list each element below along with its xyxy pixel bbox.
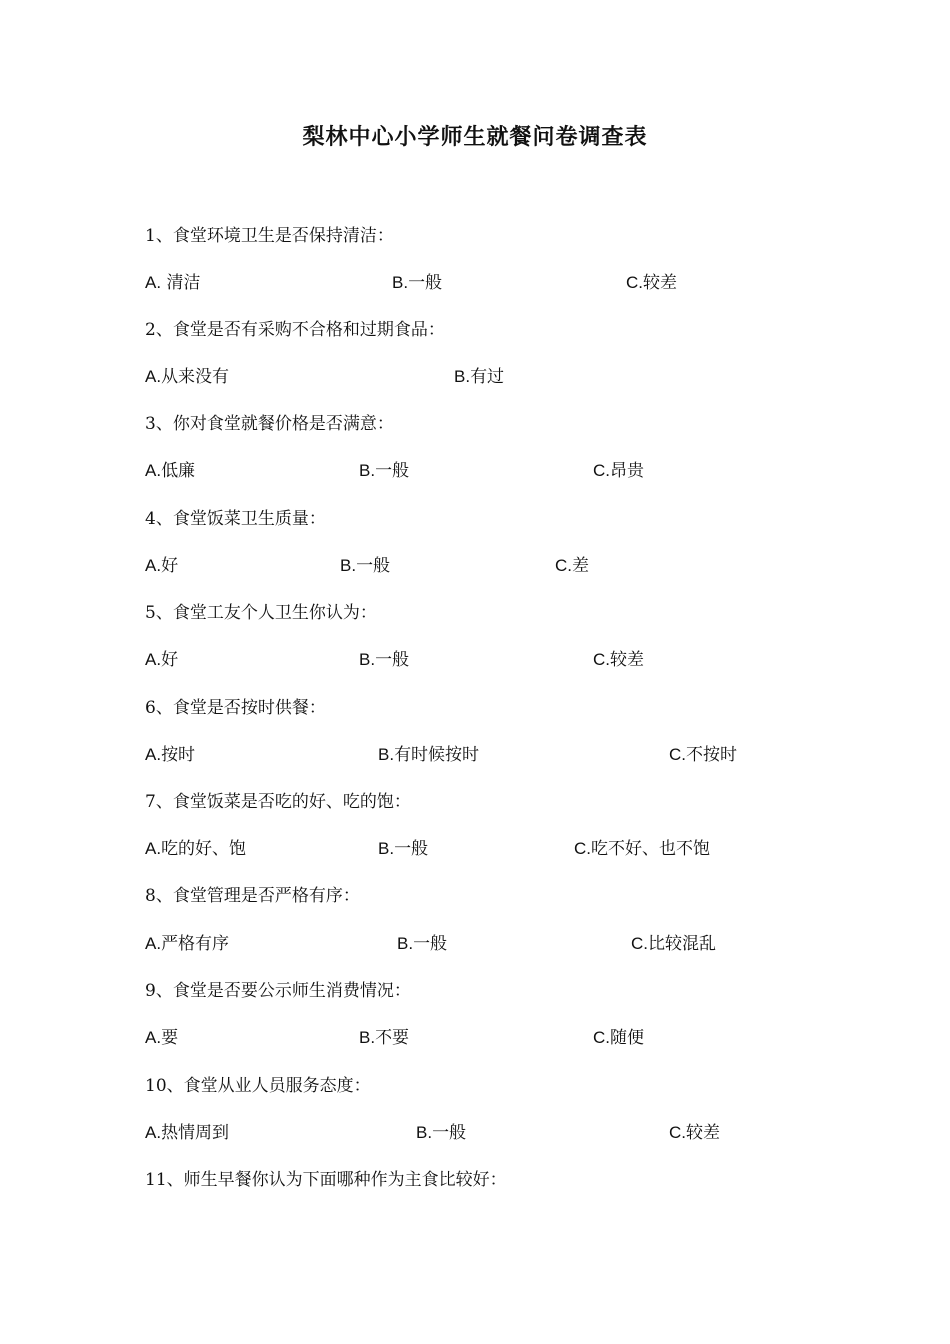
- option-letter: A.: [145, 1123, 162, 1142]
- question-8-option-c: [631, 929, 716, 954]
- question-8-option-a: [145, 929, 229, 954]
- option-text: 较差: [686, 1123, 720, 1143]
- option-text: 吃的好、饱: [161, 839, 247, 859]
- question-1-option-b: [392, 268, 442, 293]
- option-letter: A.: [145, 367, 162, 386]
- question-1-option-a: [145, 268, 200, 293]
- question-8: 8、食堂管理是否严格有序：: [145, 886, 360, 906]
- question-4-option-a: [145, 551, 178, 576]
- question-3-option-c: [593, 456, 644, 481]
- option-text: 比较混乱: [648, 934, 716, 954]
- option-letter: B.: [378, 839, 395, 858]
- option-letter: A.: [145, 934, 162, 953]
- question-7: 7、食堂饭菜是否吃的好、吃的饱：: [145, 792, 411, 812]
- question-7-option-c: [574, 834, 710, 859]
- option-letter: B.: [397, 934, 414, 953]
- option-text: 热情周到: [161, 1123, 230, 1143]
- question-7-option-b: [378, 834, 428, 859]
- option-text: 一般: [375, 650, 410, 670]
- question-9: 9、食堂是否要公示师生消费情况：: [145, 981, 411, 1001]
- question-6-option-a: [145, 740, 195, 765]
- question-1: 1、食堂环境卫生是否保持清洁：: [145, 226, 394, 246]
- option-text: 随便: [610, 1028, 644, 1048]
- option-letter: A.: [145, 273, 162, 292]
- question-6-option-c: [669, 740, 737, 765]
- option-text: 清洁: [161, 273, 201, 293]
- option-text: 不要: [375, 1028, 410, 1048]
- question-3-option-a: [145, 456, 195, 481]
- option-text: 从来没有: [161, 367, 230, 387]
- option-text: 严格有序: [161, 934, 230, 954]
- document-title: 梨林中心小学师生就餐问卷调查表: [302, 124, 648, 150]
- option-letter: C.: [631, 934, 648, 953]
- option-letter: C.: [626, 273, 643, 292]
- option-letter: C.: [574, 839, 591, 858]
- question-5: 5、食堂工友个人卫生你认为：: [145, 603, 377, 623]
- option-text: 要: [161, 1028, 179, 1048]
- option-text: 有时候按时: [394, 745, 480, 765]
- question-10-option-b: [416, 1118, 466, 1143]
- option-text: 昂贵: [610, 461, 644, 481]
- question-10: 10、食堂从业人员服务态度：: [145, 1076, 371, 1096]
- option-letter: A.: [145, 556, 162, 575]
- option-text: 一般: [432, 1123, 467, 1143]
- option-text: 差: [572, 556, 589, 576]
- question-8-option-b: [397, 929, 447, 954]
- question-4-option-b: [340, 551, 390, 576]
- option-text: 一般: [408, 273, 443, 293]
- option-text: 一般: [413, 934, 448, 954]
- option-letter: C.: [593, 650, 610, 669]
- question-2: 2、食堂是否有采购不合格和过期食品：: [145, 320, 445, 340]
- option-text: 好: [161, 556, 179, 576]
- question-9-option-c: [593, 1023, 644, 1048]
- option-text: 较差: [643, 273, 677, 293]
- question-3: 3、你对食堂就餐价格是否满意：: [145, 414, 394, 434]
- question-5-option-a: [145, 645, 178, 670]
- option-letter: B.: [416, 1123, 433, 1142]
- question-2-option-b: [454, 362, 504, 387]
- option-text: 一般: [375, 461, 410, 481]
- question-3-option-b: [359, 456, 409, 481]
- option-text: 按时: [161, 745, 196, 765]
- option-text: 一般: [356, 556, 391, 576]
- option-text: 有过: [470, 367, 505, 387]
- option-letter: B.: [454, 367, 471, 386]
- option-text: 吃不好、也不饱: [591, 839, 710, 859]
- option-text: 一般: [394, 839, 429, 859]
- question-9-option-b: [359, 1023, 409, 1048]
- option-letter: A.: [145, 650, 162, 669]
- option-letter: A.: [145, 461, 162, 480]
- option-letter: C.: [593, 461, 610, 480]
- question-4-option-c: [555, 551, 589, 576]
- option-letter: B.: [392, 273, 409, 292]
- option-letter: A.: [145, 1028, 162, 1047]
- option-letter: A.: [145, 839, 162, 858]
- option-text: 较差: [610, 650, 644, 670]
- option-letter: B.: [340, 556, 357, 575]
- option-letter: C.: [669, 745, 686, 764]
- question-11: 11、师生早餐你认为下面哪种作为主食比较好：: [145, 1170, 507, 1190]
- option-letter: B.: [359, 461, 376, 480]
- option-letter: B.: [359, 1028, 376, 1047]
- question-2-option-a: [145, 362, 229, 387]
- question-4: 4、食堂饭菜卫生质量：: [145, 509, 326, 529]
- question-5-option-b: [359, 645, 409, 670]
- question-6: 6、食堂是否按时供餐：: [145, 698, 326, 718]
- option-text: 好: [161, 650, 179, 670]
- option-letter: C.: [593, 1028, 610, 1047]
- question-10-option-c: [669, 1118, 720, 1143]
- question-10-option-a: [145, 1118, 229, 1143]
- question-1-option-c: [626, 268, 677, 293]
- option-letter: C.: [669, 1123, 686, 1142]
- option-letter: C.: [555, 556, 572, 575]
- question-5-option-c: [593, 645, 644, 670]
- question-9-option-a: [145, 1023, 178, 1048]
- question-7-option-a: [145, 834, 246, 859]
- option-letter: B.: [359, 650, 376, 669]
- option-text: 不按时: [686, 745, 737, 765]
- option-text: 低廉: [161, 461, 196, 481]
- option-letter: B.: [378, 745, 395, 764]
- question-6-option-b: [378, 740, 479, 765]
- option-letter: A.: [145, 745, 162, 764]
